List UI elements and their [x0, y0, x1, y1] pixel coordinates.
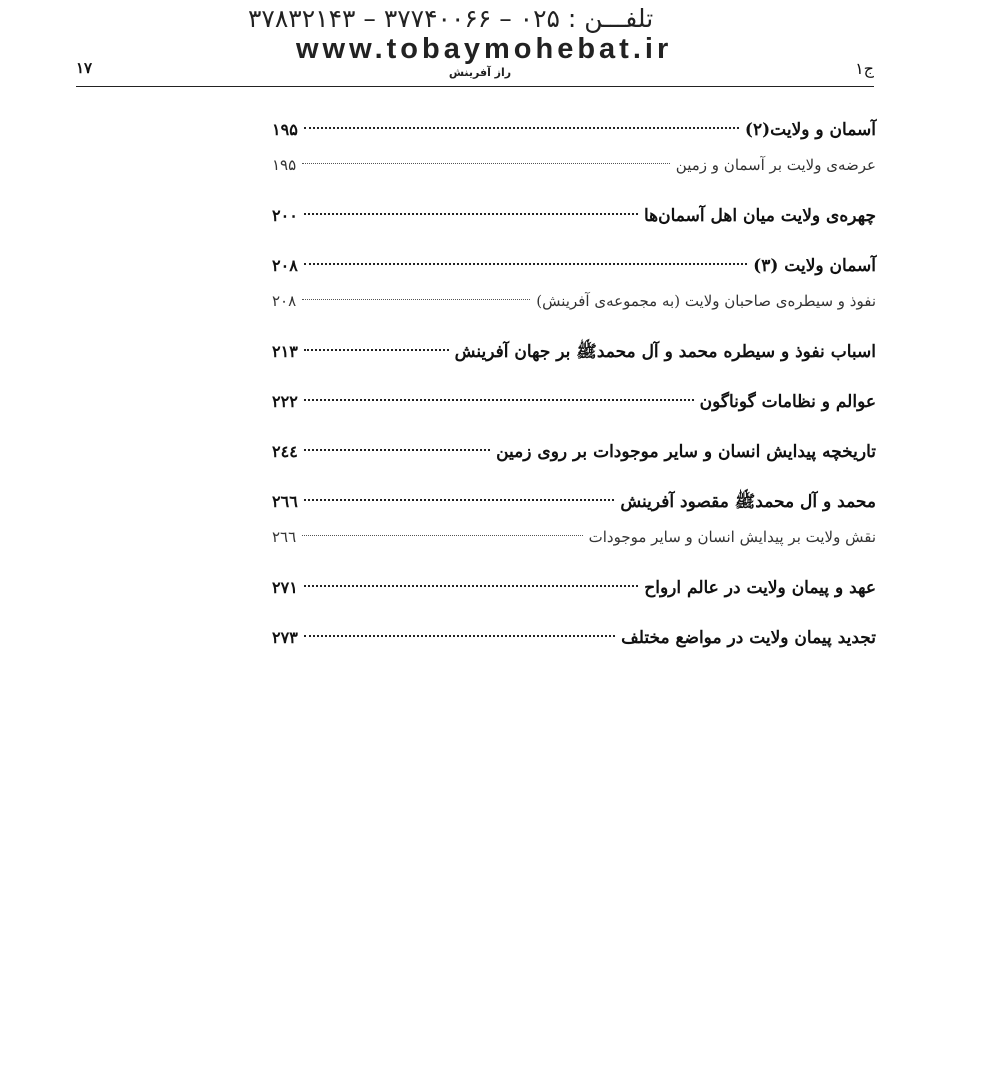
toc-entry[interactable] — [272, 434, 876, 470]
dot-leader — [302, 535, 582, 536]
dot-leader — [304, 213, 638, 215]
toc-entry-page: ۲۷۳ — [272, 628, 298, 647]
phone-number: تلفـــن : ۰۲۵ – ۳۷۷۴۰۰۶۶ – ۳۷۸۳۲۱۴۳ — [248, 4, 654, 33]
toc-entry[interactable] — [272, 620, 876, 656]
table-of-contents — [272, 112, 876, 670]
toc-entry-page: ۲٤٤ — [272, 442, 298, 461]
toc-entry-title: تاریخچه پیدایش انسان و سایر موجودات بر روی زمین — [496, 442, 876, 462]
toc-entry-title: عوالم و نظامات گوناگون — [699, 392, 876, 412]
toc-subentry-page: ۲۰۸ — [272, 292, 297, 310]
toc-subentry-title: نفوذ و سیطره‌ی صاحبان ولایت (به مجموعه‌ی آفرینش) — [536, 292, 876, 310]
toc-entry[interactable] — [272, 248, 876, 284]
dot-leader — [302, 163, 670, 164]
website-url[interactable]: www.tobaymohebat.ir — [296, 33, 673, 65]
toc-entry-title: آسمان ولایت (۳) — [753, 256, 876, 276]
toc-subentry[interactable] — [272, 284, 876, 318]
toc-subentry[interactable] — [272, 148, 876, 182]
dot-leader — [304, 349, 449, 351]
toc-subentry[interactable] — [272, 520, 876, 554]
dot-leader — [302, 299, 530, 300]
toc-subentry-title: عرضه‌ی ولایت بر آسمان و زمین — [675, 156, 876, 174]
toc-entry[interactable] — [272, 384, 876, 420]
toc-entry-title: اسباب نفوذ و سیطره محمد و آل محمدﷺ بر جهان آفرینش — [454, 342, 876, 362]
header-divider — [76, 86, 874, 87]
toc-entry-title: آسمان و ولایت(۲) — [744, 120, 876, 140]
toc-subentry-page: ۲٦٦ — [272, 528, 297, 546]
toc-entry-page: ۲۰۸ — [272, 256, 298, 275]
toc-entry-title: محمد و آل محمدﷺ مقصود آفرینش — [620, 492, 876, 512]
running-book-title: راز آفرینش — [448, 66, 512, 79]
dot-leader — [304, 585, 638, 587]
toc-entry[interactable] — [272, 112, 876, 148]
dot-leader — [304, 263, 747, 265]
toc-entry-page: ۲۱۳ — [272, 342, 298, 361]
toc-entry[interactable] — [272, 570, 876, 606]
dot-leader — [304, 635, 615, 637]
toc-entry[interactable] — [272, 484, 876, 520]
dot-leader — [304, 499, 615, 501]
toc-entry[interactable] — [272, 334, 876, 370]
toc-entry-page: ۲۷۱ — [272, 578, 298, 597]
toc-entry[interactable] — [272, 198, 876, 234]
toc-entry-title: چهره‌ی ولایت میان اهل آسمان‌ها — [643, 206, 876, 226]
toc-entry-page: ۲۲۲ — [272, 392, 298, 411]
dot-leader — [304, 127, 739, 129]
dot-leader — [304, 449, 490, 451]
toc-subentry-title: نقش ولایت بر پیدایش انسان و سایر موجودات — [588, 528, 876, 546]
toc-entry-page: ۲۰۰ — [272, 206, 298, 225]
toc-entry-title: تجدید پیمان ولایت در مواضع مختلف — [621, 628, 876, 648]
toc-entry-page: ۱۹۵ — [272, 120, 298, 139]
page-number: ۱۷ — [76, 59, 93, 77]
toc-subentry-page: ۱۹۵ — [272, 156, 297, 174]
dot-leader — [304, 399, 694, 401]
toc-entry-title: عهد و پیمان ولایت در عالم ارواح — [644, 578, 876, 598]
volume-label: ج۱ — [855, 59, 874, 78]
toc-entry-page: ۲٦٦ — [272, 492, 298, 511]
